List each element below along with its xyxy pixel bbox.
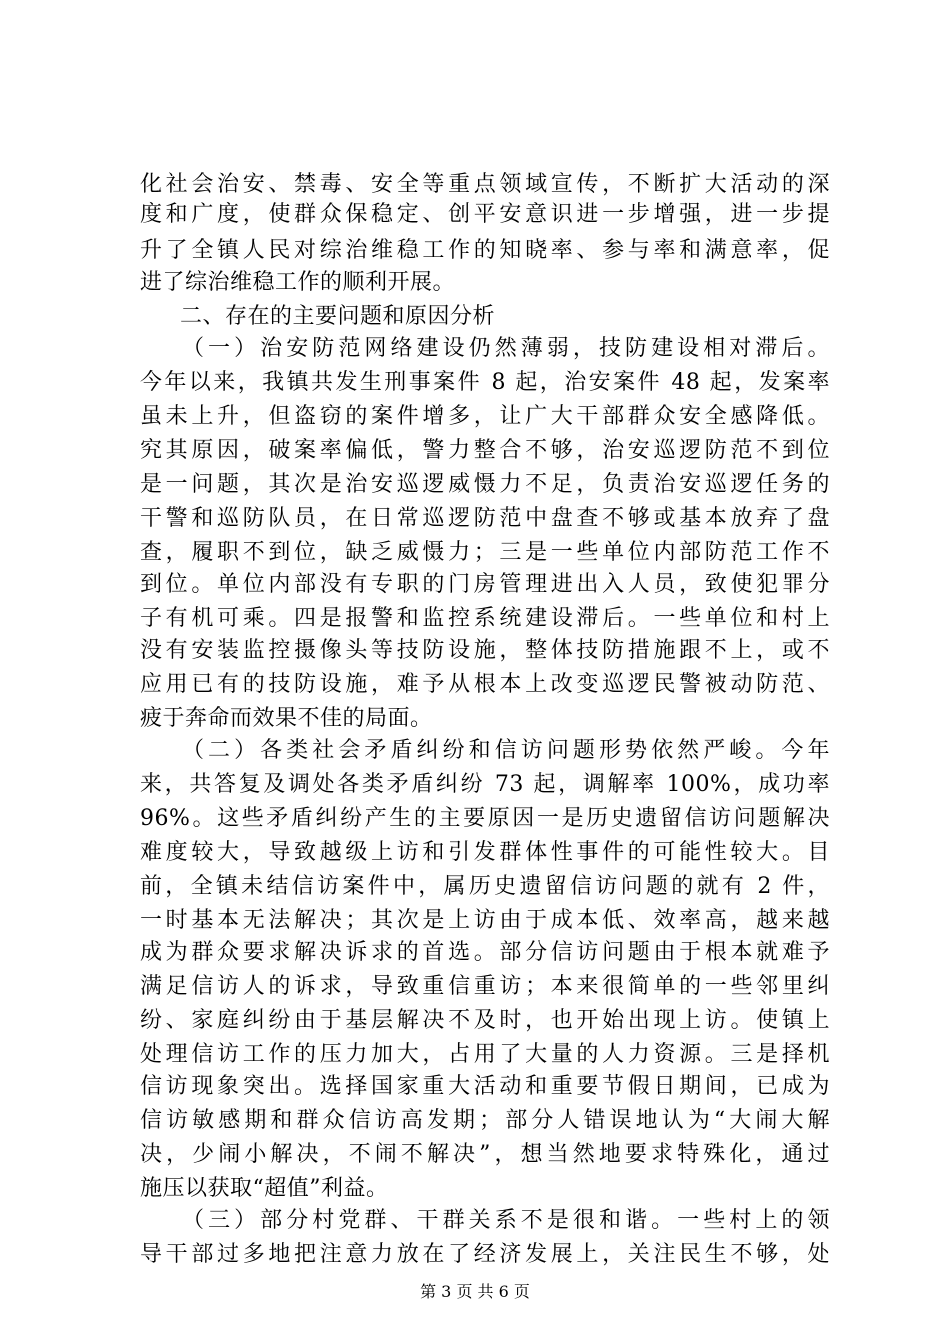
text-line: 成为群众要求解决诉求的首选。部分信访问题由于根本就难予 [140,940,830,965]
text-line: 前，全镇未结信访案件中，属历史遗留信访问题的就有 2 件， [140,874,830,899]
page-footer: 第 3 页 共 6 页 [420,1282,530,1301]
text-line: 信访敏感期和群众信访高发期；部分人错误地认为“大闹大解 [140,1108,830,1133]
section-heading: 二、存在的主要问题和原因分析 [180,304,496,329]
text-line: 虽未上升，但盗窃的案件增多，让广大干部群众安全感降低。 [140,404,830,429]
text-line: 96%。这些矛盾纠纷产生的主要原因一是历史遗留信访问题解决 [140,806,830,831]
text-line: 满足信访人的诉求，导致重信重访；本来很简单的一些邻里纠 [140,974,830,999]
text-line: 决，少闹小解决，不闹不解决”，想当然地要求特殊化，通过 [140,1142,830,1167]
text-line: 到位。单位内部没有专职的门房管理进出入人员，致使犯罪分 [140,572,830,597]
text-line: 化社会治安、禁毒、安全等重点领域宣传，不断扩大活动的深 [140,172,830,197]
text-line: 一时基本无法解决；其次是上访由于成本低、效率高，越来越 [140,908,830,933]
text-line: 施压以获取“超值”利益。 [140,1176,389,1201]
text-line: 子有机可乘。四是报警和监控系统建设滞后。一些单位和村上 [140,606,830,631]
text-line: 度和广度，使群众保稳定、创平安意识进一步增强，进一步提 [140,202,830,227]
text-line: 干警和巡防队员，在日常巡逻防范中盘查不够或基本放弃了盘 [140,506,830,531]
text-line: 信访现象突出。选择国家重大活动和重要节假日期间，已成为 [140,1074,830,1099]
text-line: 升了全镇人民对综治维稳工作的知晓率、参与率和满意率，促 [140,238,830,263]
text-line: 疲于奔命而效果不佳的局面。 [140,706,433,731]
text-line: 纷、家庭纠纷由于基层解决不及时，也开始出现上访。使镇上 [140,1008,830,1033]
text-line: 没有安装监控摄像头等技防设施，整体技防措施跟不上，或不 [140,638,830,663]
text-line: 是一问题，其次是治安巡逻威慑力不足，负责治安巡逻任务的 [140,472,830,497]
subsection-heading: （二）各类社会矛盾纠纷和信访问题形势依然严峻。今年 [182,738,830,763]
text-line: 究其原因，破案率偏低，警力整合不够，治安巡逻防范不到位 [140,438,830,463]
subsection-heading: （一）治安防范网络建设仍然薄弱，技防建设相对滞后。 [182,336,830,361]
text-line: 难度较大，导致越级上访和引发群体性事件的可能性较大。目 [140,840,830,865]
text-line: 进了综治维稳工作的顺利开展。 [140,270,456,295]
text-line: 导干部过多地把注意力放在了经济发展上，关注民生不够，处 [140,1242,830,1267]
subsection-heading: （三）部分村党群、干群关系不是很和谐。一些村上的领 [182,1208,830,1233]
text-line: 处理信访工作的压力加大，占用了大量的人力资源。三是择机 [140,1042,830,1067]
text-line: 应用已有的技防设施，难予从根本上改变巡逻民警被动防范、 [140,672,830,697]
text-line: 查，履职不到位，缺乏威慑力；三是一些单位内部防范工作不 [140,540,830,565]
text-line: 来，共答复及调处各类矛盾纠纷 73 起，调解率 100%，成功率 [140,772,830,797]
text-line: 今年以来，我镇共发生刑事案件 8 起，治安案件 48 起，发案率 [140,370,830,395]
